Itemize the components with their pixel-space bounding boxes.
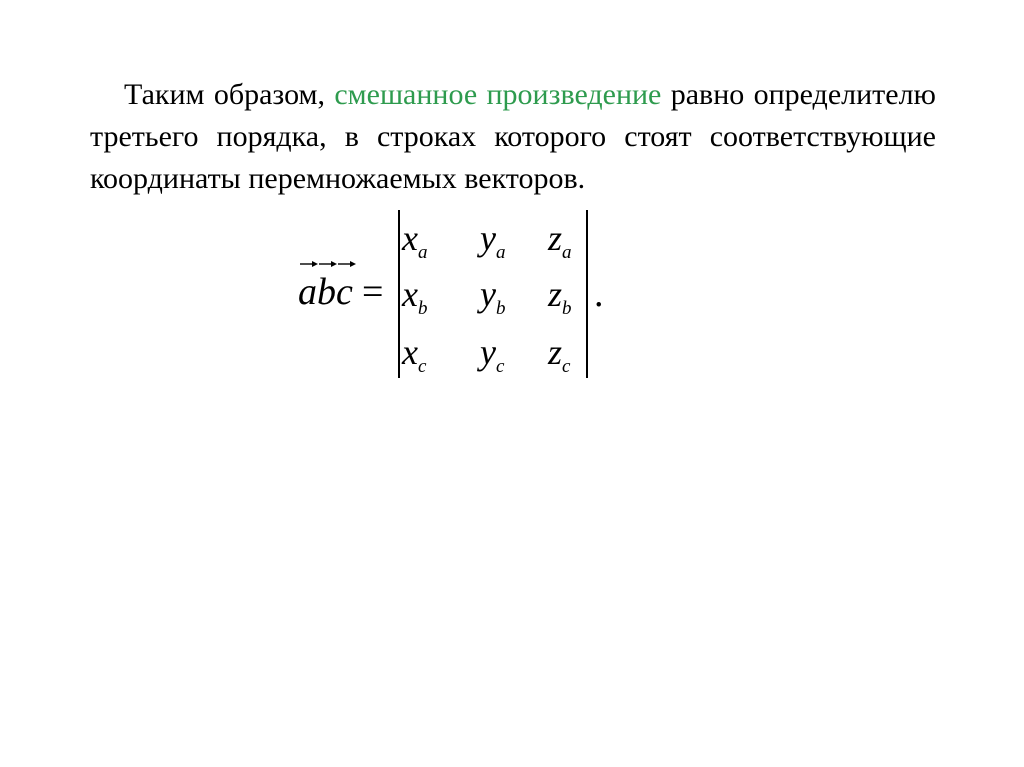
cell-subscript: c [562, 356, 571, 377]
cell-variable: x [402, 332, 418, 372]
highlighted-term: смешанное произведение [334, 78, 662, 111]
matrix-cell-z-b [548, 274, 572, 319]
vector-a-letter: a [298, 271, 317, 313]
matrix-cell-z-c [548, 332, 571, 377]
vector-arrow-icon [319, 260, 337, 268]
cell-variable: x [402, 274, 418, 314]
cell-variable: y [480, 332, 496, 372]
vector-c-letter: c [336, 271, 353, 313]
cell-subscript: c [495, 356, 505, 377]
determinant-bar-right [586, 210, 588, 378]
equals-sign: = [362, 271, 384, 313]
vector-arrow-icon [338, 260, 356, 268]
vector-arrow-icon [300, 260, 318, 268]
matrix-cell-x-c [402, 332, 427, 377]
matrix-cell-z-a [548, 218, 572, 263]
cell-subscript: b [417, 298, 428, 319]
formula-period: . [594, 273, 604, 315]
matrix-cell-y-b [480, 274, 506, 319]
cell-subscript: b [562, 298, 572, 319]
matrix-cell-y-a [480, 218, 506, 263]
cell-subscript: b [495, 298, 506, 319]
cell-variable: y [480, 274, 496, 314]
cell-subscript: c [417, 356, 427, 377]
cell-variable: z [548, 274, 563, 314]
vector-product [298, 270, 353, 314]
cell-variable: x [402, 218, 418, 258]
vector-a [298, 270, 317, 314]
determinant-formula [290, 208, 630, 380]
vector-c [336, 270, 353, 314]
matrix-cell-x-a [402, 218, 428, 263]
paragraph [90, 74, 936, 200]
paragraph-text-end: равно определителю третьего порядка, в строках которого стоят соответствующие координаты перемножаемых векторов. [90, 78, 936, 195]
cell-subscript: a [495, 242, 506, 263]
matrix-cell-x-b [402, 274, 428, 319]
cell-subscript: a [562, 242, 572, 263]
matrix-cell-y-c [480, 332, 505, 377]
cell-variable: z [548, 218, 563, 258]
vector-b [317, 270, 336, 314]
vector-b-letter: b [317, 271, 336, 313]
cell-subscript: a [417, 242, 428, 263]
cell-variable: y [480, 218, 496, 258]
paragraph-text-start: Таким образом, [124, 78, 335, 111]
determinant-bar-left [398, 210, 400, 378]
cell-variable: z [548, 332, 563, 372]
